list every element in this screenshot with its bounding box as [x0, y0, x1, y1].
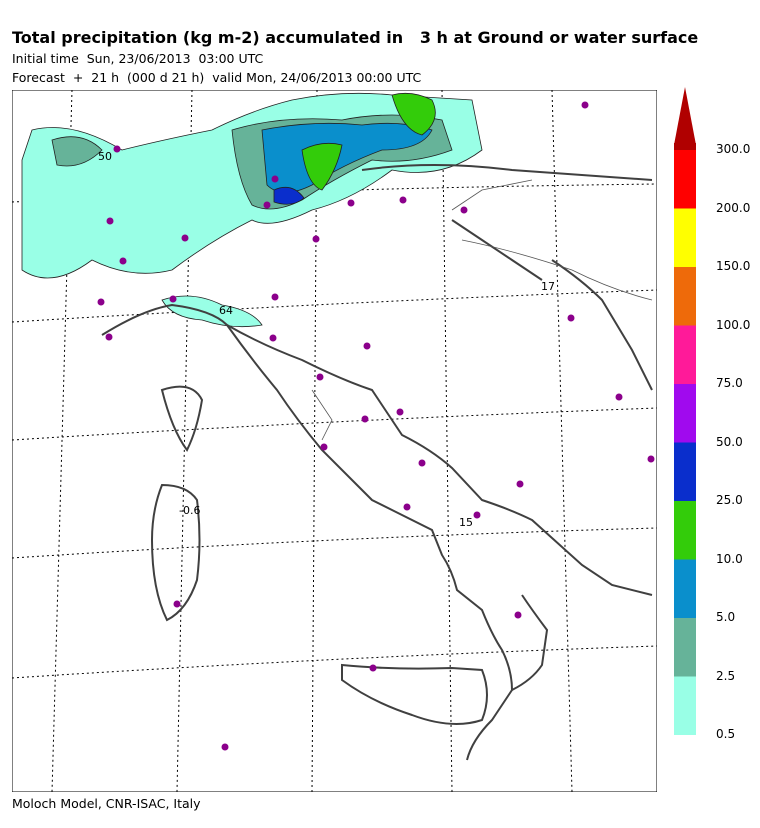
legend-label: 25.0 [716, 493, 743, 507]
forecast-valid-time: Forecast + 21 h (000 d 21 h) valid Mon, 24/06/2013 00:00 UTC [12, 70, 422, 85]
legend-swatch [674, 560, 696, 619]
legend-label: 200.0 [716, 200, 751, 215]
legend-label: 50.0 [716, 434, 743, 449]
legend-swatch [674, 326, 696, 385]
legend-arrow [674, 87, 696, 145]
precipitation-map [12, 90, 657, 792]
value-label: 64 [219, 304, 233, 317]
legend-label: 10.0 [716, 551, 743, 566]
legend-label: 300.0 [716, 142, 751, 156]
legend-swatch [674, 209, 696, 268]
legend-swatch [674, 618, 696, 677]
legend-label: 100.0 [716, 317, 751, 332]
legend-label: 5.0 [716, 610, 736, 624]
model-credit: Moloch Model, CNR-ISAC, Italy [12, 796, 201, 811]
legend-label: 75.0 [716, 376, 743, 390]
legend-swatch [674, 677, 696, 736]
legend-swatch [674, 143, 696, 150]
legend-swatch [674, 267, 696, 326]
color-legend [660, 85, 700, 740]
legend-label: 150.0 [716, 259, 751, 273]
value-label: -0.6 [179, 504, 201, 517]
legend-swatch [674, 443, 696, 502]
legend-swatch [674, 384, 696, 443]
value-label: 50 [98, 150, 112, 163]
legend-label: 2.5 [716, 668, 736, 683]
initial-time: Initial time Sun, 23/06/2013 03:00 UTC [12, 51, 264, 66]
value-label: 15 [459, 516, 473, 529]
legend-swatch [674, 501, 696, 560]
legend-label: 0.5 [716, 727, 736, 741]
legend-swatch [674, 150, 696, 209]
chart-title: Total precipitation (kg m-2) accumulated in 3 h at Ground or water surface [12, 28, 699, 47]
value-label: 17 [541, 280, 555, 293]
